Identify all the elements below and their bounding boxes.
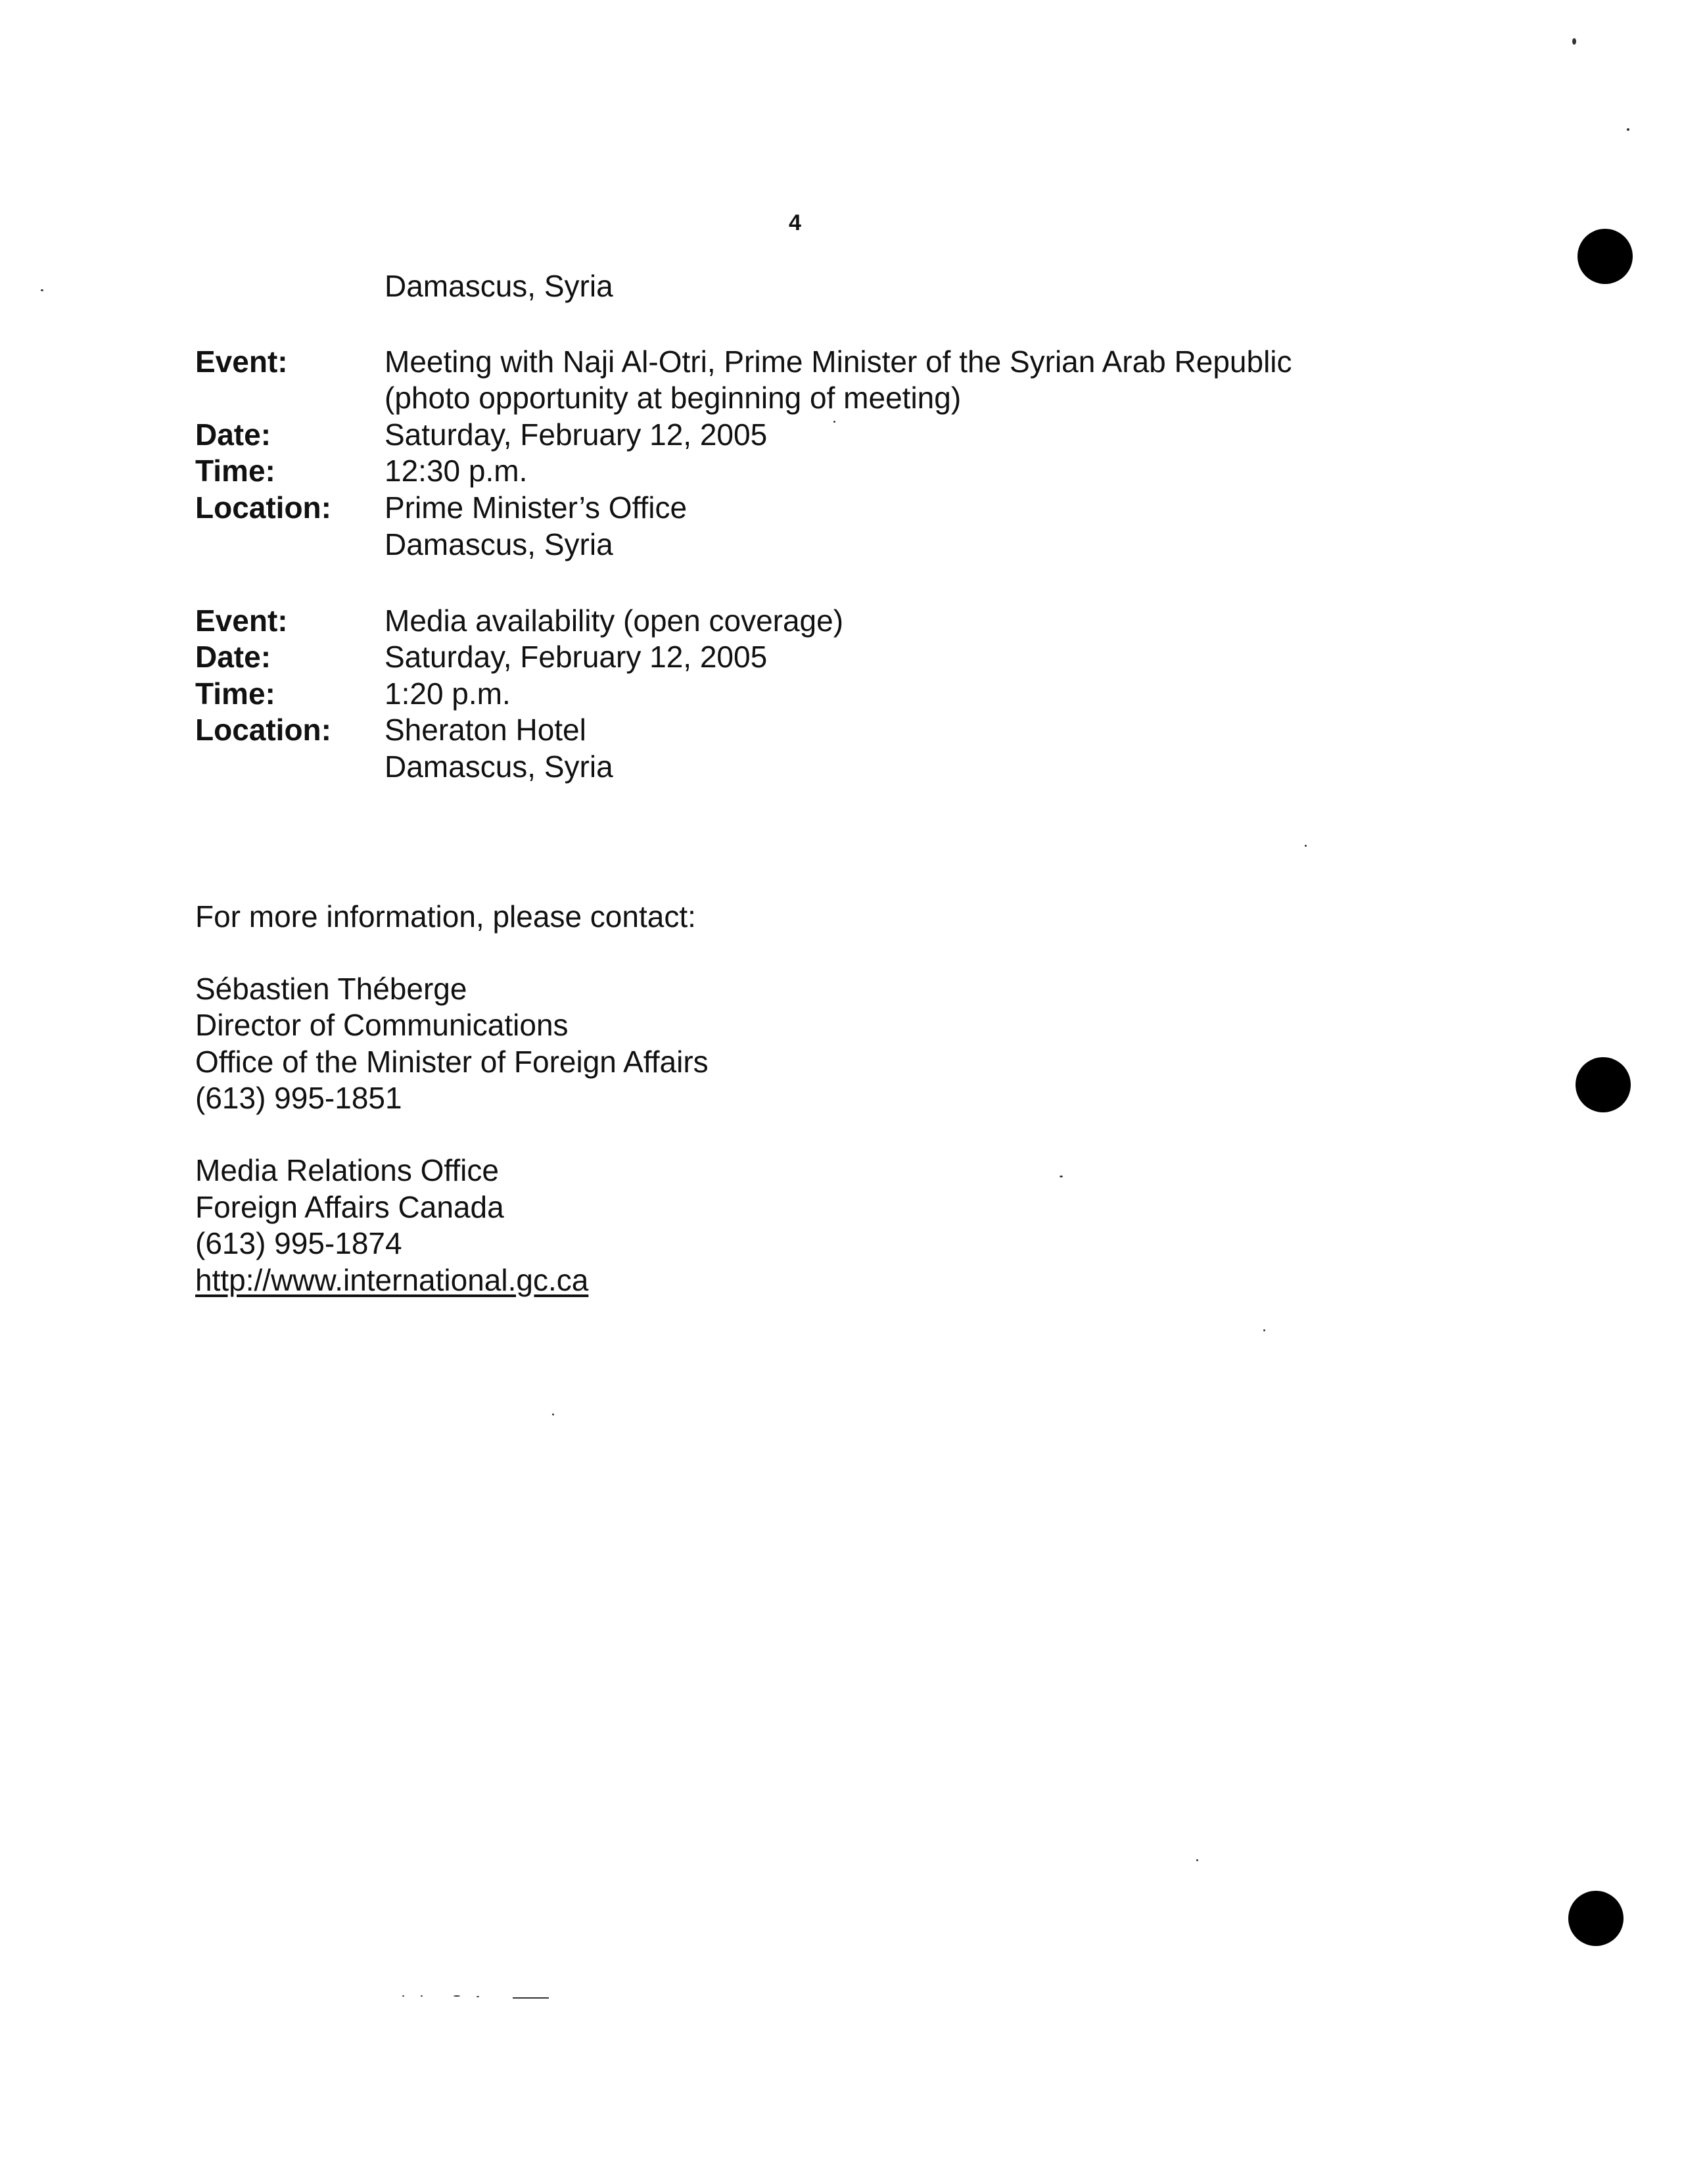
event-2-time-label: Time: <box>195 677 275 711</box>
scan-speck <box>552 1413 554 1415</box>
scan-speck <box>1196 1859 1198 1861</box>
media-office-department: Foreign Affairs Canada <box>195 1190 504 1224</box>
scan-speck <box>41 289 43 291</box>
continued-location: Damascus, Syria <box>385 269 613 303</box>
media-office-name: Media Relations Office <box>195 1153 499 1187</box>
scan-speck <box>454 1995 460 1997</box>
event-1-date-label: Date: <box>195 417 271 452</box>
event-2-location-line1: Sheraton Hotel <box>385 713 586 747</box>
event-2-location-label: Location: <box>195 713 331 747</box>
contact-name: Sébastien Théberge <box>195 972 467 1006</box>
contact-title: Director of Communications <box>195 1008 569 1042</box>
contact-phone: (613) 995-1851 <box>195 1081 402 1115</box>
event-2-title: Media availability (open coverage) <box>385 604 844 638</box>
contact-intro: For more information, please contact: <box>195 899 696 934</box>
scan-speck <box>1263 1329 1265 1331</box>
scan-speck <box>402 1995 404 1997</box>
event-1-time: 12:30 p.m. <box>385 454 528 488</box>
event-1-location-label: Location: <box>195 490 331 525</box>
media-office-phone: (613) 995-1874 <box>195 1226 402 1260</box>
event-1-location-line2: Damascus, Syria <box>385 527 613 561</box>
scan-speck <box>833 421 835 423</box>
scan-speck <box>1572 38 1576 45</box>
event-2-location-line2: Damascus, Syria <box>385 749 613 784</box>
punch-hole-bottom <box>1568 1891 1624 1946</box>
scan-speck <box>1627 128 1629 131</box>
scan-speck <box>1305 845 1307 847</box>
event-2-label: Event: <box>195 604 288 638</box>
punch-hole-middle <box>1576 1057 1631 1112</box>
website-link[interactable]: http://www.international.gc.ca <box>195 1263 589 1297</box>
event-1-time-label: Time: <box>195 454 275 488</box>
scan-speck <box>513 1997 549 1999</box>
punch-hole-top <box>1577 229 1633 284</box>
event-1-label: Event: <box>195 344 288 379</box>
event-2-date-label: Date: <box>195 640 271 674</box>
event-1-location-line1: Prime Minister’s Office <box>385 490 688 525</box>
event-1-title: Meeting with Naji Al-Otri, Prime Minister of the Syrian Arab Republic <box>385 344 1292 379</box>
event-1-date: Saturday, February 12, 2005 <box>385 417 768 452</box>
scan-speck <box>1060 1175 1063 1177</box>
scan-speck <box>421 1995 423 1997</box>
event-2-date: Saturday, February 12, 2005 <box>385 640 768 674</box>
contact-office: Office of the Minister of Foreign Affairs <box>195 1045 709 1079</box>
event-2-time: 1:20 p.m. <box>385 677 511 711</box>
page-number: 4 <box>789 210 801 235</box>
event-1-note: (photo opportunity at beginning of meeting) <box>385 381 962 415</box>
scan-speck <box>477 1996 479 1997</box>
